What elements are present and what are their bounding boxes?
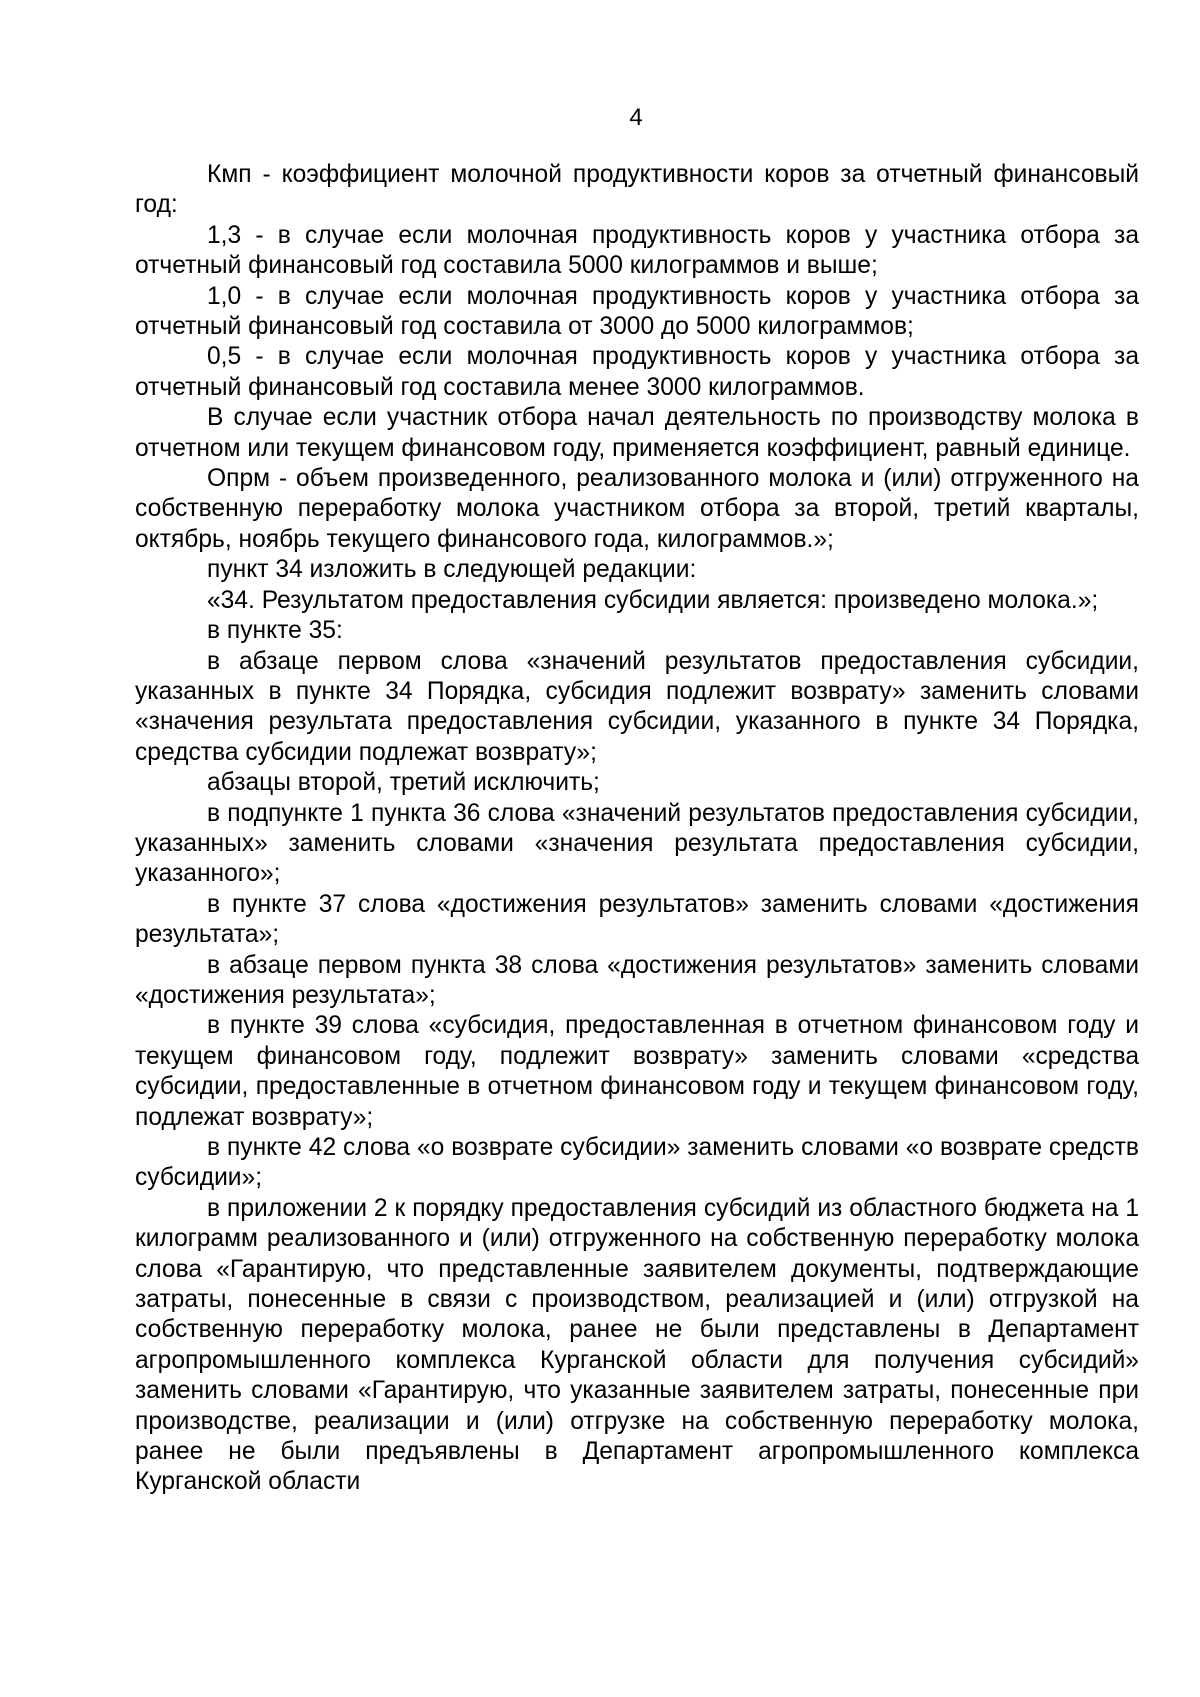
page-number: 4 <box>629 104 643 131</box>
paragraph-coefficient-0-5: 0,5 - в случае если молочная продуктивность коров у участника отбора за отчетный финансовый год составила менее 3000 килограммов. <box>135 343 1139 401</box>
paragraph-new-participant: В случае если участник отбора начал деятельность по производству молока в отчетном или текущем финансовом году, применяется коэффициент, равный единице. <box>135 404 1139 462</box>
paragraph-item-35-intro: в пункте 35: <box>207 617 343 645</box>
paragraph-appendix-2: в приложении 2 к порядку предоставления субсидий из областного бюджета на 1 килограмм реализованного и (или) отгруженного на собственную переработку молока слова «Гарантирую, что представленные заявителем документы, подтверждающие затраты, понесенные в связи с производством, реализацией и (или) отгрузкой на собственную переработку молока, ранее не были представлены в Департамент агропромышленного комплекса Курганской области для получения субсидий» заменить словами «Гарантирую, что указанные заявителем затраты, понесенные при производстве, реализации и (или) отгрузке на собственную переработку молока, ранее не были предъявлены в Департамент агропромышленного комплекса Курганской области <box>135 1194 1139 1496</box>
paragraph-item-42: в пункте 42 слова «о возврате субсидии» заменить словами «о возврате средств субсидии»; <box>135 1134 1139 1192</box>
paragraph-item-38: в абзаце первом пункта 38 слова «достижения результатов» заменить словами «достижения результата»; <box>135 951 1139 1009</box>
paragraph-item-34-intro: пункт 34 изложить в следующей редакции: <box>207 556 697 584</box>
paragraph-item-39: в пункте 39 слова «субсидия, предоставленная в отчетном финансовом году и текущем финансовом году, подлежит возврату» заменить словами «средства субсидии, предоставленные в отчетном финансовом году и текущем финансовом году, подлежат возврату»; <box>135 1012 1139 1131</box>
paragraph-item-37: в пункте 37 слова «достижения результатов» заменить словами «достижения результата»; <box>135 890 1139 949</box>
document-body <box>135 160 1139 1498</box>
paragraph-coefficient-definition: Кмп - коэффициент молочной продуктивности коров за отчетный финансовый год: <box>135 161 1139 219</box>
paragraph-item-36: в подпункте 1 пункта 36 слова «значений результатов предоставления субсидии, указанных» заменить словами «значения результата предоставления субсидии, указанного»; <box>135 799 1139 888</box>
paragraph-item-35-exclude: абзацы второй, третий исключить; <box>207 769 600 797</box>
paragraph-item-35-first: в абзаце первом слова «значений результатов предоставления субсидии, указанных в пункте 34 Порядка, субсидия подлежит возврату» заменить словами «значения результата предоставления субсидии, указанного в пункте 34 Порядка, средства субсидии подлежат возврату»; <box>135 647 1139 766</box>
paragraph-coefficient-1-3: 1,3 - в случае если молочная продуктивность коров у участника отбора за отчетный финансовый год составила 5000 килограммов и выше; <box>135 221 1139 280</box>
paragraph-coefficient-1-0: 1,0 - в случае если молочная продуктивность коров у участника отбора за отчетный финансовый год составила от 3000 до 5000 килограммов; <box>135 282 1139 341</box>
paragraph-item-34-text: «34. Результатом предоставления субсидии является: произведено молока.»; <box>207 586 1099 614</box>
paragraph-oprm-definition: Опрм - объем произведенного, реализованного молока и (или) отгруженного на собственную переработку молока участником отбора за второй, третий кварталы, октябрь, ноябрь текущего финансового года, килограммов.»; <box>135 465 1139 553</box>
